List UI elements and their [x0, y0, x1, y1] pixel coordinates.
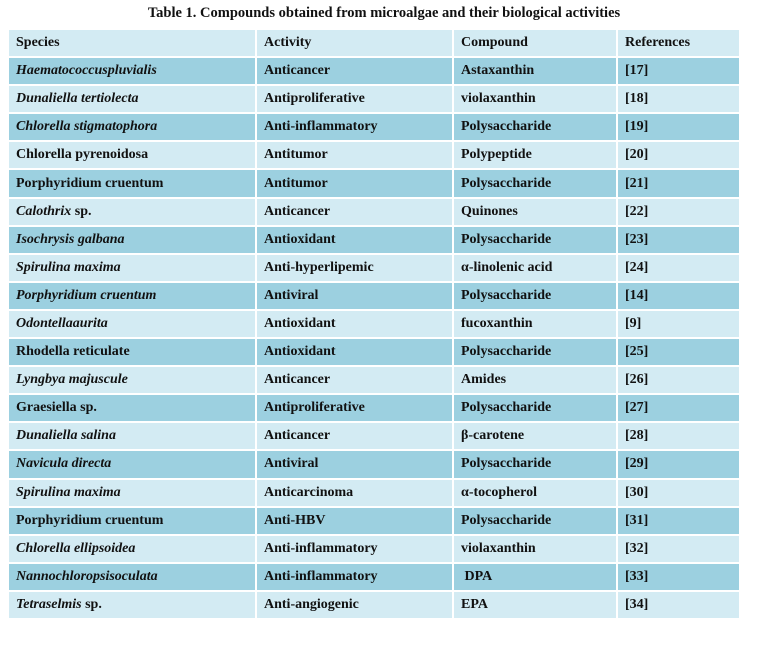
species-plain: Rhodella reticulate	[16, 344, 130, 360]
header-compound: Compound	[453, 29, 617, 57]
reference-cell: [26]	[617, 366, 740, 394]
species-italic: Nannochloropsisoculata	[16, 568, 158, 584]
species-italic: Spirulina maxima	[16, 259, 121, 275]
activity-cell: Antiproliferative	[256, 394, 453, 422]
species-italic: Tetraselmis	[16, 596, 82, 612]
table-row	[8, 394, 740, 422]
species-cell	[8, 394, 256, 422]
compound-cell: Quinones	[453, 198, 617, 226]
reference-cell: [34]	[617, 591, 740, 619]
species-italic: Chlorella ellipsoidea	[16, 540, 136, 556]
compound-cell: Polysaccharide	[453, 282, 617, 310]
compound-cell: violaxanthin	[453, 535, 617, 563]
compound-cell: α-tocopherol	[453, 479, 617, 507]
species-cell	[8, 591, 256, 619]
compound-cell: fucoxanthin	[453, 310, 617, 338]
table-row	[8, 198, 740, 226]
table-row	[8, 563, 740, 591]
species-italic: Dunaliella tertiolecta	[16, 91, 139, 107]
compound-cell: EPA	[453, 591, 617, 619]
reference-cell: [9]	[617, 310, 740, 338]
reference-cell: [21]	[617, 169, 740, 197]
compound-cell: Polysaccharide	[453, 169, 617, 197]
reference-cell: [20]	[617, 141, 740, 169]
species-cell	[8, 422, 256, 450]
compound-cell: Polysaccharide	[453, 113, 617, 141]
species-cell	[8, 169, 256, 197]
activity-cell: Antitumor	[256, 169, 453, 197]
table-body	[8, 57, 740, 619]
compound-cell: Amides	[453, 366, 617, 394]
compound-cell: violaxanthin	[453, 85, 617, 113]
activity-cell: Antiviral	[256, 450, 453, 478]
activity-cell: Anti-HBV	[256, 507, 453, 535]
species-cell	[8, 85, 256, 113]
table-row	[8, 169, 740, 197]
compound-cell: Polypeptide	[453, 141, 617, 169]
activity-cell: Antiviral	[256, 282, 453, 310]
activity-cell: Antioxidant	[256, 310, 453, 338]
table-row	[8, 591, 740, 619]
species-italic: Isochrysis galbana	[16, 231, 125, 247]
reference-cell: [17]	[617, 57, 740, 85]
table-row	[8, 113, 740, 141]
activity-cell: Anticancer	[256, 422, 453, 450]
reference-cell: [25]	[617, 338, 740, 366]
table-row	[8, 57, 740, 85]
reference-cell: [27]	[617, 394, 740, 422]
compounds-table	[7, 28, 741, 620]
table-row	[8, 282, 740, 310]
reference-cell: [22]	[617, 198, 740, 226]
activity-cell: Anti-inflammatory	[256, 563, 453, 591]
species-cell	[8, 113, 256, 141]
table-row	[8, 141, 740, 169]
activity-cell: Anticancer	[256, 57, 453, 85]
species-cell	[8, 507, 256, 535]
species-cell	[8, 563, 256, 591]
activity-cell: Antioxidant	[256, 338, 453, 366]
compound-cell: Polysaccharide	[453, 338, 617, 366]
species-plain: Graesiella sp.	[16, 400, 97, 416]
species-plain: sp.	[81, 596, 102, 612]
compound-cell: Polysaccharide	[453, 507, 617, 535]
activity-cell: Antiproliferative	[256, 85, 453, 113]
reference-cell: [24]	[617, 254, 740, 282]
table-row	[8, 226, 740, 254]
reference-cell: [33]	[617, 563, 740, 591]
compound-cell: α-linolenic acid	[453, 254, 617, 282]
table-row	[8, 338, 740, 366]
reference-cell: [31]	[617, 507, 740, 535]
species-italic: Porphyridium cruentum	[16, 287, 157, 303]
species-italic: Chlorella stigmatophora	[16, 119, 158, 135]
table-row	[8, 507, 740, 535]
reference-cell: [28]	[617, 422, 740, 450]
reference-cell: [14]	[617, 282, 740, 310]
compound-cell: Astaxanthin	[453, 57, 617, 85]
activity-cell: Antioxidant	[256, 226, 453, 254]
table-row	[8, 479, 740, 507]
species-cell	[8, 479, 256, 507]
reference-cell: [23]	[617, 226, 740, 254]
compound-cell: Polysaccharide	[453, 394, 617, 422]
species-plain: Porphyridium cruentum	[16, 512, 164, 528]
compound-cell: Polysaccharide	[453, 450, 617, 478]
species-italic: Navicula directa	[16, 456, 112, 472]
activity-cell: Anti-angiogenic	[256, 591, 453, 619]
activity-cell: Anticancer	[256, 198, 453, 226]
activity-cell: Anticarcinoma	[256, 479, 453, 507]
table-row	[8, 450, 740, 478]
species-cell	[8, 254, 256, 282]
compound-cell: DPA	[453, 563, 617, 591]
species-italic: Lyngbya majuscule	[16, 372, 128, 388]
table-row	[8, 535, 740, 563]
species-cell	[8, 226, 256, 254]
species-cell	[8, 535, 256, 563]
species-cell	[8, 366, 256, 394]
species-italic: Calothrix	[16, 203, 72, 219]
activity-cell: Anti-hyperlipemic	[256, 254, 453, 282]
species-cell	[8, 282, 256, 310]
header-row	[8, 29, 740, 57]
activity-cell: Anti-inflammatory	[256, 535, 453, 563]
activity-cell: Anticancer	[256, 366, 453, 394]
activity-cell: Antitumor	[256, 141, 453, 169]
species-cell	[8, 198, 256, 226]
header-references: References	[617, 29, 740, 57]
species-italic: Spirulina maxima	[16, 484, 121, 500]
reference-cell: [18]	[617, 85, 740, 113]
species-cell	[8, 141, 256, 169]
species-plain: Chlorella pyrenoidosa	[16, 147, 149, 163]
table-row	[8, 85, 740, 113]
reference-cell: [32]	[617, 535, 740, 563]
compound-cell: β-carotene	[453, 422, 617, 450]
species-cell	[8, 310, 256, 338]
table-row	[8, 366, 740, 394]
table-row	[8, 422, 740, 450]
activity-cell: Anti-inflammatory	[256, 113, 453, 141]
table-row	[8, 254, 740, 282]
table-caption: Table 1. Compounds obtained from microalgae and their biological activities	[147, 5, 621, 21]
species-cell	[8, 57, 256, 85]
table-row	[8, 310, 740, 338]
reference-cell: [29]	[617, 450, 740, 478]
header-activity: Activity	[256, 29, 453, 57]
compound-cell: Polysaccharide	[453, 226, 617, 254]
species-plain: Porphyridium cruentum	[16, 175, 164, 191]
species-cell	[8, 338, 256, 366]
species-cell	[8, 450, 256, 478]
reference-cell: [19]	[617, 113, 740, 141]
header-species: Species	[8, 29, 256, 57]
species-plain: sp.	[71, 203, 92, 219]
species-italic: Haematococcuspluvialis	[16, 63, 157, 79]
species-italic: Odontellaaurita	[16, 315, 108, 331]
species-italic: Dunaliella salina	[16, 428, 116, 444]
reference-cell: [30]	[617, 479, 740, 507]
